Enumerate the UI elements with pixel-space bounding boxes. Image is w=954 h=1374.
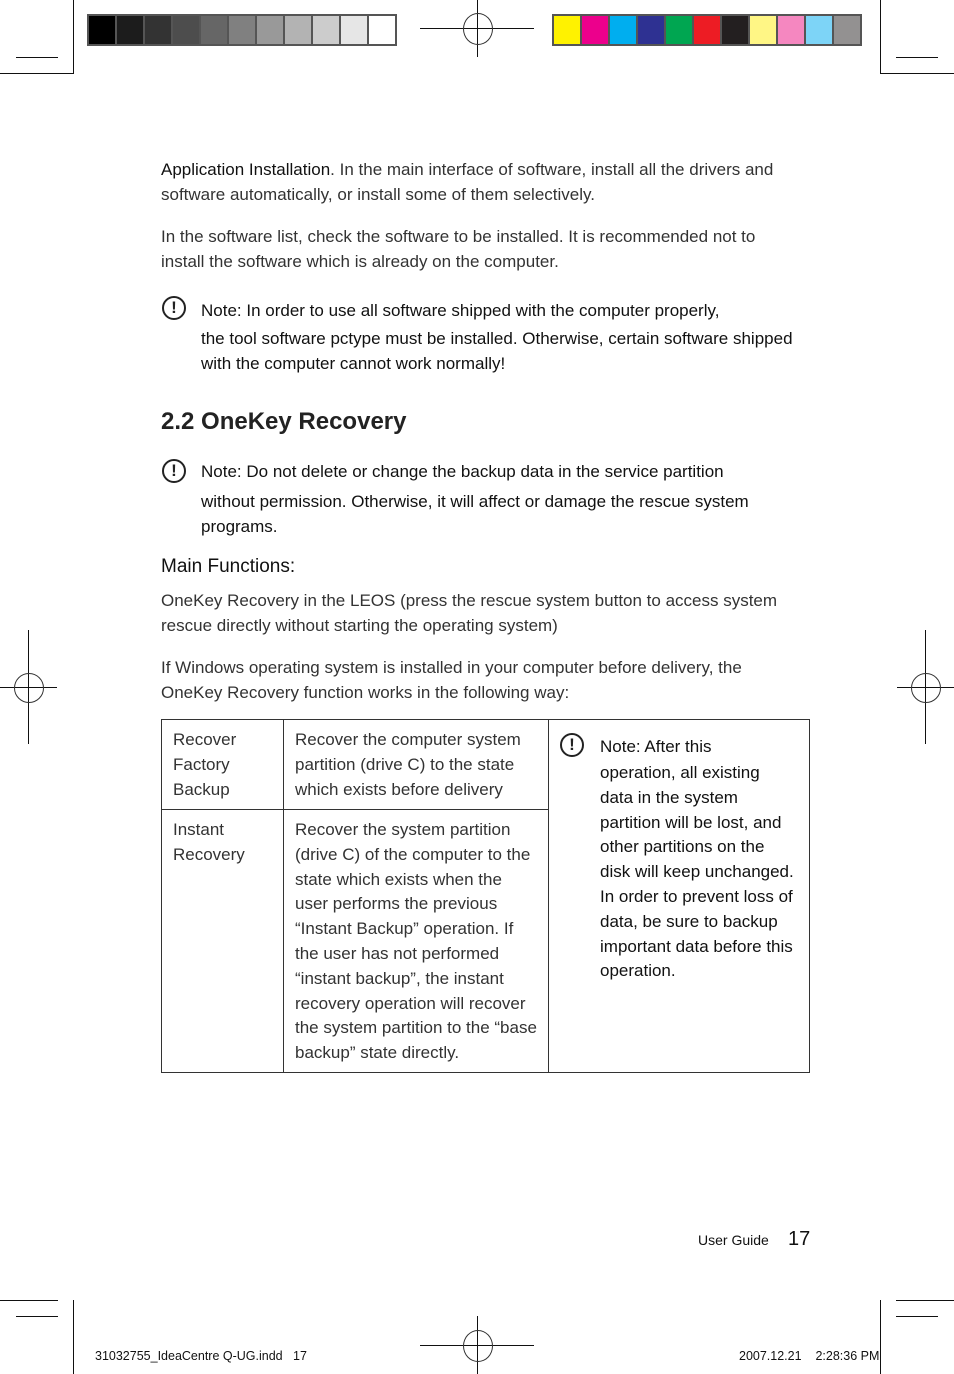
color-swatch [257,16,283,44]
color-swatch [722,16,748,44]
exclamation-circle-icon: ! [162,459,186,483]
note-text: After this [640,737,712,756]
crop-mark [0,73,74,74]
color-swatch [89,16,115,44]
crop-mark [0,1300,58,1301]
color-swatch [313,16,339,44]
crop-mark [16,57,58,58]
color-swatch [554,16,580,44]
crop-mark [896,1300,954,1301]
function-description: Recover the computer system partition (drive C) to the state which exists before delivery [284,720,549,810]
crop-mark [16,1316,58,1317]
page-number: 17 [788,1228,811,1250]
color-swatch [834,16,860,44]
table-row [162,720,810,810]
windows-paragraph: If Windows operating system is installed in your computer before delivery, the OneKey Recovery function works in the following way: [161,658,742,702]
color-swatch [694,16,720,44]
crop-mark [880,73,954,74]
note-text: Do not delete or change the backup data in the service partition [241,462,724,481]
note-label: Note: [600,737,641,756]
color-swatch [173,16,199,44]
note-pctype [201,296,801,325]
crop-mark [880,0,881,74]
bold-term: Application Installation [161,160,331,179]
slug-filename: 31032755_IdeaCentre Q-UG.indd 17 [95,1349,307,1363]
color-swatch [369,16,395,44]
note-label: Note: [201,462,242,481]
color-swatch [638,16,664,44]
crop-mark [880,1300,881,1374]
exclamation-circle-icon: ! [560,733,584,757]
function-name: Instant Recovery [162,810,284,1073]
crop-mark [73,0,74,74]
color-swatch [778,16,804,44]
main-functions-heading: Main Functions: [161,556,296,577]
color-swatch [582,16,608,44]
registration-circle [463,13,493,45]
software-list-paragraph: In the software list, check the software to be installed. It is recommended not to install the software which is already on the computer. [161,227,756,271]
slug-date: 2007.12.21 2:28:36 PM [739,1349,880,1363]
function-name: Recover Factory Backup [162,720,284,810]
section-title: 2.2 OneKey Recovery [161,408,407,435]
color-swatch [341,16,367,44]
color-swatch [117,16,143,44]
registration-circle [911,673,941,703]
main-functions-paragraph: OneKey Recovery in the LEOS (press the rescue system button to access system rescue directly without starting the operating system) [161,591,778,635]
color-swatch [201,16,227,44]
paragraph-text: . In the main interface of software, install all the drivers and software automatically, or install some of them selectively. [161,160,774,204]
recovery-functions-table [161,719,810,1073]
color-swatch [229,16,255,44]
note-text-rest: operation, all existing data in the system partition will be lost, and other partitions on the disk will keep unchanged. In order to prevent loss of data, be sure to backup important data before this operation. [600,763,794,981]
note-pctype-rest: the tool software pctype must be installed. Otherwise, certain software shipped with the computer cannot work normally! [201,329,793,373]
crop-mark [896,57,938,58]
crop-mark [896,1316,938,1317]
color-swatch [145,16,171,44]
note-backup-rest: without permission. Otherwise, it will affect or damage the rescue system programs. [201,492,749,536]
crop-mark [73,1300,74,1374]
color-swatch [806,16,832,44]
color-swatch [610,16,636,44]
note-backup [201,460,801,485]
registration-circle [463,1330,493,1362]
footer-label: User Guide [698,1232,769,1248]
color-swatch [750,16,776,44]
application-installation-paragraph [161,158,821,207]
function-description: Recover the system partition (drive C) of the computer to the state which exists when the user performs the previous “Instant Backup” operation. If the user has not performed “instant backup”, the instant recovery operation will recover the system partition to the “base backup” state directly. [284,810,549,1073]
color-swatch [666,16,692,44]
process-color-bar [552,14,862,46]
gray-color-bar [87,14,397,46]
exclamation-circle-icon: ! [162,296,186,320]
note-label: Note: [201,301,242,320]
table-note [549,720,810,1073]
color-swatch [285,16,311,44]
note-text: In order to use all software shipped with the computer properly, [241,301,720,320]
registration-circle [14,673,44,703]
